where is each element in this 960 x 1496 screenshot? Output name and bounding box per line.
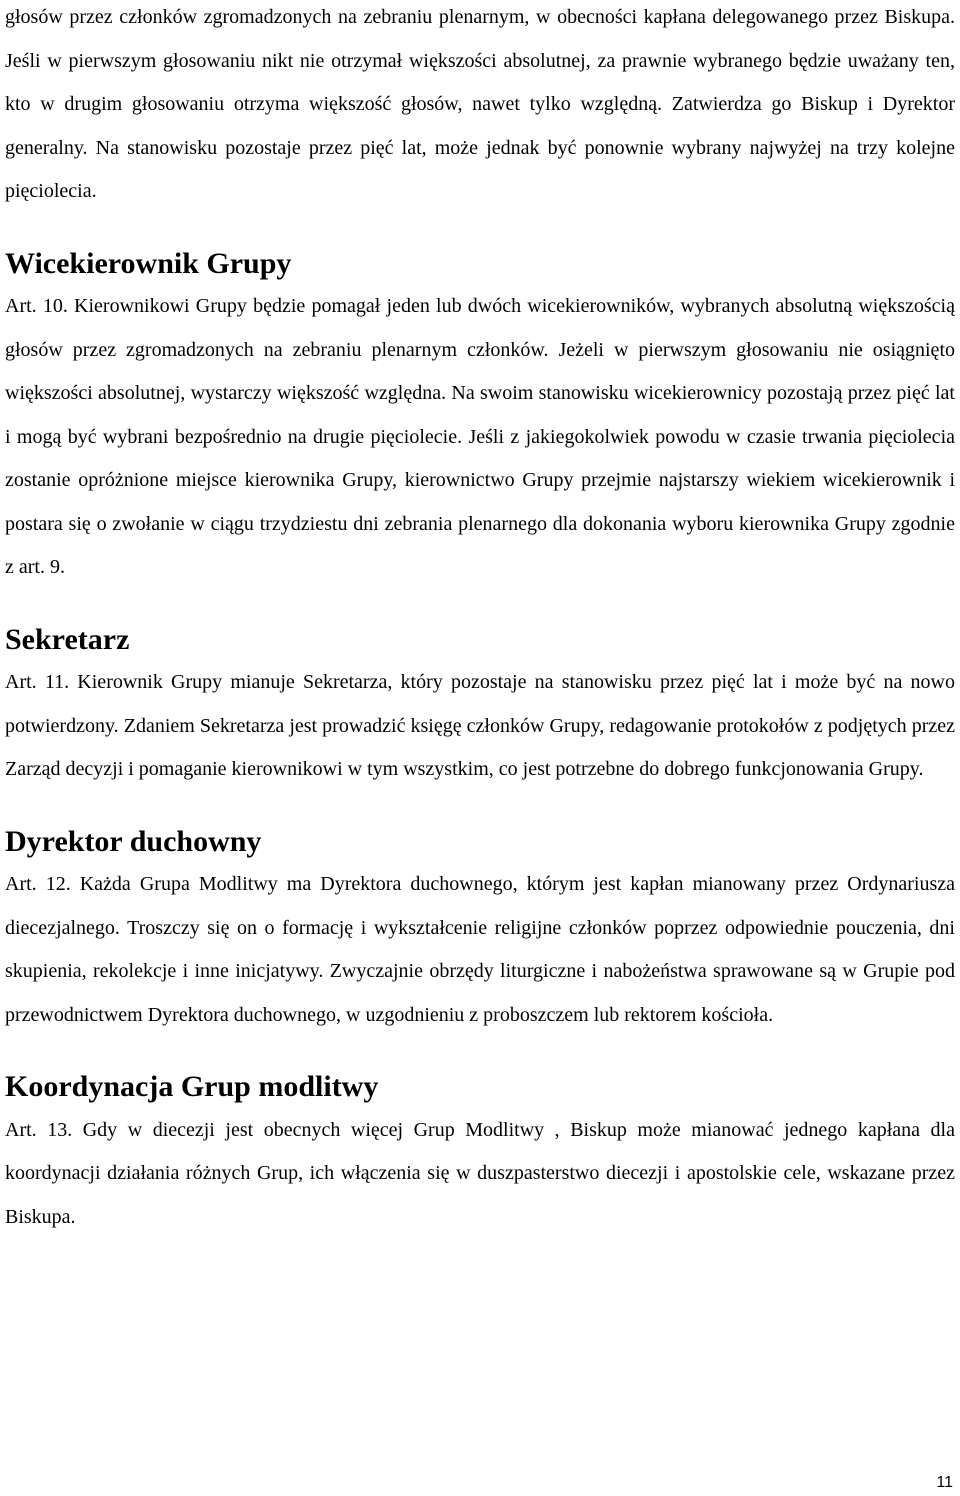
intro-paragraph: głosów przez członków zgromadzonych na zebraniu plenarnym, w obecności kapłana delegowanego przez Biskupa. Jeśli w pierwszym głosowaniu nikt nie otrzymał większości absolutnej, za prawnie wybranego będzie uważany ten, kto w drugim głosowaniu otrzyma większość głosów, nawet tylko względną. Zatwierdza go Biskup i Dyrektor generalny. Na stanowisku pozostaje przez pięć lat, może jednak być ponownie wybrany najwyżej na trzy kolejne pięciolecia. [5, 6, 955, 202]
article-10-paragraph: Art. 10. Kierownikowi Grupy będzie pomagał jeden lub dwóch wicekierowników, wybranych absolutną większością głosów przez zgromadzonych na zebraniu plenarnym członków. Jeżeli w pierwszym głosowaniu nie osiągnięto większości absolutnej, wystarczy większość względna. Na swoim stanowisku wicekierownicy pozostają przez pięć lat i mogą być wybrani bezpośrednio na drugie pięciolecie. Jeśli z jakiegokolwiek powodu w czasie trwania pięciolecia zostanie opróżnione miejsce kierownika Grupy, kierownictwo Grupy przejmie najstarszy wiekiem wicekierownik i postara się o zwołanie w ciągu trzydziestu dni zebrania plenarnego dla dokonania wyboru kierownika Grupy zgodnie z art. 9. [5, 295, 955, 578]
section-heading-dyrektor-duchowny: Dyrektor duchowny [5, 824, 262, 858]
section-heading-sekretarz: Sekretarz [5, 622, 130, 656]
article-13-paragraph: Art. 13. Gdy w diecezji jest obecnych więcej Grup Modlitwy , Biskup może mianować jednego kapłana dla koordynacji działania różnych Grup, ich włączenia się w duszpasterstwo diecezji i apostolskie cele, wskazane przez Biskupa. [5, 1118, 955, 1228]
section-heading-wicekierownik: Wicekierownik Grupy [5, 246, 292, 280]
article-12-paragraph: Art. 12. Każda Grupa Modlitwy ma Dyrektora duchownego, którym jest kapłan mianowany przez Ordynariusza diecezjalnego. Troszczy się on o formację i wykształcenie religijne członków poprzez odpowiednie pouczenia, dni skupienia, rekolekcje i inne inicjatywy. Zwyczajnie obrzędy liturgiczne i nabożeństwa sprawowane są w Grupie pod przewodnictwem Dyrektora duchownego, w uzgodnieniu z proboszczem lub rektorem kościoła. [5, 873, 955, 1026]
document-body [5, 0, 955, 1239]
article-11-paragraph: Art. 11. Kierownik Grupy mianuje Sekretarza, który pozostaje na stanowisku przez pięć lat i może być na nowo potwierdzony. Zdaniem Sekretarza jest prowadzić księgę członków Grupy, redagowanie protokołów z podjętych przez Zarząd decyzji i pomaganie kierownikowi w tym wszystkim, co jest potrzebne do dobrego funkcjonowania Grupy. [5, 671, 955, 780]
section-heading-koordynacja: Koordynacja Grup modlitwy [5, 1070, 379, 1103]
page-number: 11 [936, 1474, 953, 1491]
